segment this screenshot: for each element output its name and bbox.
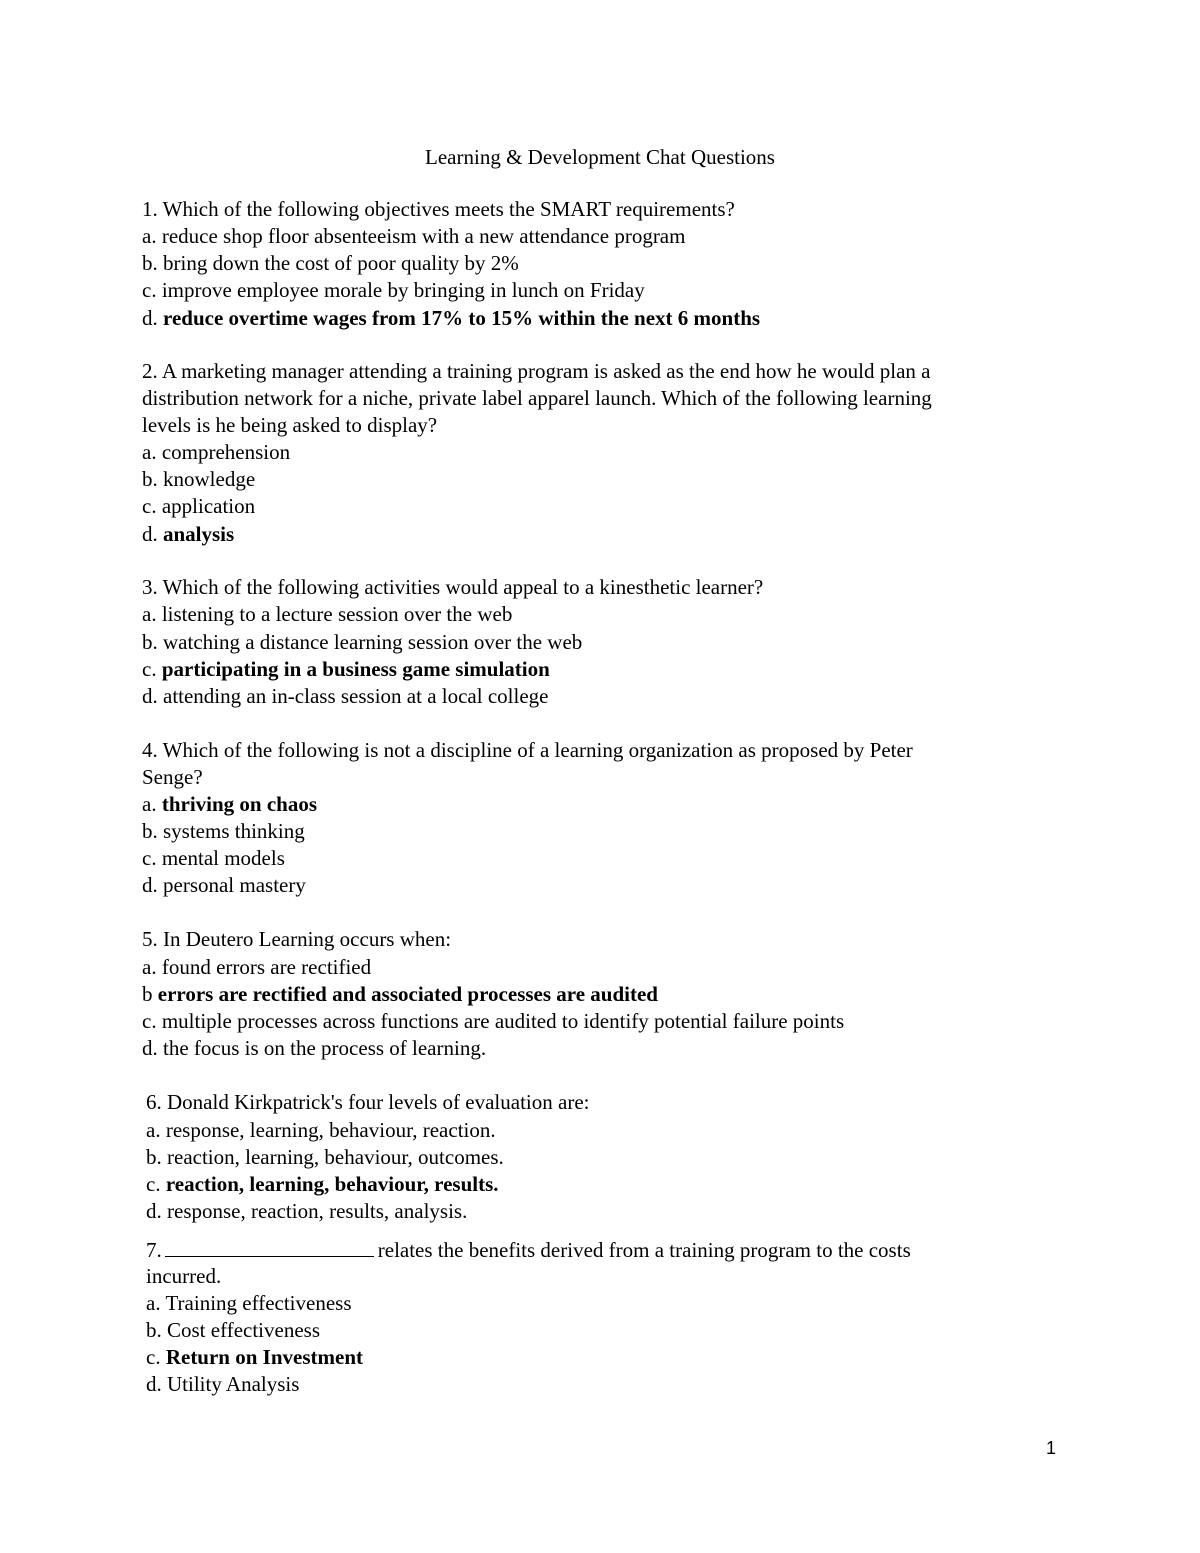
question-2-stem-line-3: levels is he being asked to display? bbox=[142, 413, 438, 437]
question-6-stem bbox=[146, 1089, 589, 1116]
question-number: 7. bbox=[146, 1238, 162, 1262]
question-2-option-c bbox=[142, 493, 255, 520]
option-text: comprehension bbox=[161, 440, 291, 464]
question-text: A marketing manager attending a training program is asked as the end how he would plan a bbox=[161, 359, 931, 383]
correct-answer-text: participating in a business game simulation bbox=[161, 657, 550, 681]
question-4-option-b bbox=[142, 818, 305, 845]
option-text: listening to a lecture session over the web bbox=[161, 602, 513, 626]
option-letter: d. bbox=[142, 1036, 158, 1060]
option-letter: b. bbox=[142, 819, 158, 843]
question-4-option-d bbox=[142, 872, 306, 899]
question-1-option-a bbox=[142, 223, 685, 250]
option-letter: c. bbox=[146, 1345, 161, 1369]
option-letter: b. bbox=[146, 1318, 162, 1342]
correct-answer-text: Return on Investment bbox=[165, 1345, 363, 1369]
question-7-option-d bbox=[146, 1371, 299, 1398]
question-7-stem-line-2: incurred. bbox=[146, 1264, 222, 1288]
question-4-stem-line-2: Senge? bbox=[142, 765, 203, 789]
option-letter: d. bbox=[146, 1372, 162, 1396]
question-number: 4. bbox=[142, 738, 158, 762]
question-7-option-b bbox=[146, 1317, 320, 1344]
question-7-stem bbox=[146, 1237, 911, 1264]
question-text: Which of the following activities would appeal to a kinesthetic learner? bbox=[162, 575, 764, 599]
question-1-stem bbox=[142, 196, 735, 223]
question-6-option-c bbox=[146, 1171, 499, 1198]
option-letter: c. bbox=[142, 278, 157, 302]
option-text: Cost effectiveness bbox=[167, 1318, 320, 1342]
option-text: multiple processes across functions are audited to identify potential failure points bbox=[161, 1009, 845, 1033]
option-letter: d. bbox=[142, 873, 158, 897]
question-text: Donald Kirkpatrick's four levels of evaluation are: bbox=[167, 1090, 590, 1114]
question-2-option-a bbox=[142, 439, 290, 466]
option-letter: d. bbox=[146, 1199, 162, 1223]
option-text: response, reaction, results, analysis. bbox=[167, 1199, 468, 1223]
question-text: Which of the following objectives meets the SMART requirements? bbox=[162, 197, 735, 221]
correct-answer-text: thriving on chaos bbox=[161, 792, 318, 816]
question-5-stem bbox=[142, 926, 451, 953]
question-2-option-b bbox=[142, 466, 255, 493]
option-letter: d. bbox=[142, 522, 158, 546]
question-6-option-b bbox=[146, 1144, 504, 1171]
question-2-stem-line-2: distribution network for a niche, private label apparel launch. Which of the following learning bbox=[142, 386, 932, 410]
option-letter: d. bbox=[142, 684, 158, 708]
question-7-option-c bbox=[146, 1344, 363, 1371]
question-1-option-d bbox=[142, 305, 760, 332]
option-text: personal mastery bbox=[163, 873, 306, 897]
option-letter: c. bbox=[142, 494, 157, 518]
question-3-option-b bbox=[142, 629, 582, 656]
option-text: attending an in-class session at a local college bbox=[163, 684, 549, 708]
option-text: watching a distance learning session over the web bbox=[163, 630, 583, 654]
question-3-option-d bbox=[142, 683, 548, 710]
option-letter: d. bbox=[142, 306, 158, 330]
option-text: mental models bbox=[161, 846, 285, 870]
option-text: Utility Analysis bbox=[167, 1372, 300, 1396]
question-3-stem bbox=[142, 574, 763, 601]
question-2-option-d bbox=[142, 521, 234, 548]
correct-answer-text: errors are rectified and associated processes are audited bbox=[157, 982, 658, 1006]
option-text: the focus is on the process of learning. bbox=[163, 1036, 487, 1060]
question-number: 5. bbox=[142, 927, 158, 951]
option-text: application bbox=[161, 494, 256, 518]
option-text: bring down the cost of poor quality by 2% bbox=[163, 251, 519, 275]
document-title: Learning & Development Chat Questions bbox=[425, 145, 775, 169]
option-letter: a. bbox=[142, 955, 157, 979]
question-5-option-d bbox=[142, 1035, 486, 1062]
option-text: improve employee morale by bringing in lunch on Friday bbox=[161, 278, 645, 302]
question-5-option-b bbox=[142, 981, 658, 1008]
option-letter: a. bbox=[142, 224, 157, 248]
question-6-option-d bbox=[146, 1198, 467, 1225]
option-text: found errors are rectified bbox=[161, 955, 372, 979]
question-2-stem bbox=[142, 358, 930, 385]
option-letter: c. bbox=[142, 657, 157, 681]
question-text: In Deutero Learning occurs when: bbox=[163, 927, 452, 951]
option-letter: b. bbox=[142, 630, 158, 654]
option-text: response, learning, behaviour, reaction. bbox=[165, 1118, 496, 1142]
question-number: 3. bbox=[142, 575, 158, 599]
option-letter: a. bbox=[146, 1118, 161, 1142]
question-5-option-a bbox=[142, 954, 371, 981]
option-letter: b. bbox=[142, 251, 158, 275]
option-letter: c. bbox=[146, 1172, 161, 1196]
option-text: reaction, learning, behaviour, outcomes. bbox=[167, 1145, 504, 1169]
option-letter: a. bbox=[142, 792, 157, 816]
option-letter: a. bbox=[146, 1291, 161, 1315]
question-6-option-a bbox=[146, 1117, 496, 1144]
question-4-option-c bbox=[142, 845, 285, 872]
question-4-option-a bbox=[142, 791, 317, 818]
option-text: reduce shop floor absenteeism with a new attendance program bbox=[161, 224, 686, 248]
correct-answer-text: analysis bbox=[163, 522, 235, 546]
page-number: 1 bbox=[1046, 1438, 1057, 1458]
question-number: 6. bbox=[146, 1090, 162, 1114]
question-3-option-a bbox=[142, 601, 512, 628]
question-4-stem bbox=[142, 737, 913, 764]
question-number: 2. bbox=[142, 359, 158, 383]
option-letter: a. bbox=[142, 440, 157, 464]
question-1-option-b bbox=[142, 250, 519, 277]
question-7-option-a bbox=[146, 1290, 352, 1317]
correct-answer-text: reduce overtime wages from 17% to 15% within the next 6 months bbox=[163, 306, 761, 330]
question-5-option-c bbox=[142, 1008, 844, 1035]
option-text: knowledge bbox=[163, 467, 256, 491]
option-letter: c. bbox=[142, 1009, 157, 1033]
option-letter: b. bbox=[142, 467, 158, 491]
option-text: systems thinking bbox=[163, 819, 305, 843]
option-letter: b. bbox=[146, 1145, 162, 1169]
question-text: Which of the following is not a discipline of a learning organization as proposed by Peter bbox=[162, 738, 913, 762]
question-number: 1. bbox=[142, 197, 158, 221]
option-letter: a. bbox=[142, 602, 157, 626]
fill-in-blank bbox=[165, 1237, 374, 1257]
correct-answer-text: reaction, learning, behaviour, results. bbox=[165, 1172, 499, 1196]
option-text: Training effectiveness bbox=[165, 1291, 352, 1315]
question-3-option-c bbox=[142, 656, 550, 683]
option-letter: c. bbox=[142, 846, 157, 870]
question-text: relates the benefits derived from a training program to the costs bbox=[377, 1238, 911, 1262]
option-letter: b bbox=[142, 982, 153, 1006]
question-1-option-c bbox=[142, 277, 645, 304]
